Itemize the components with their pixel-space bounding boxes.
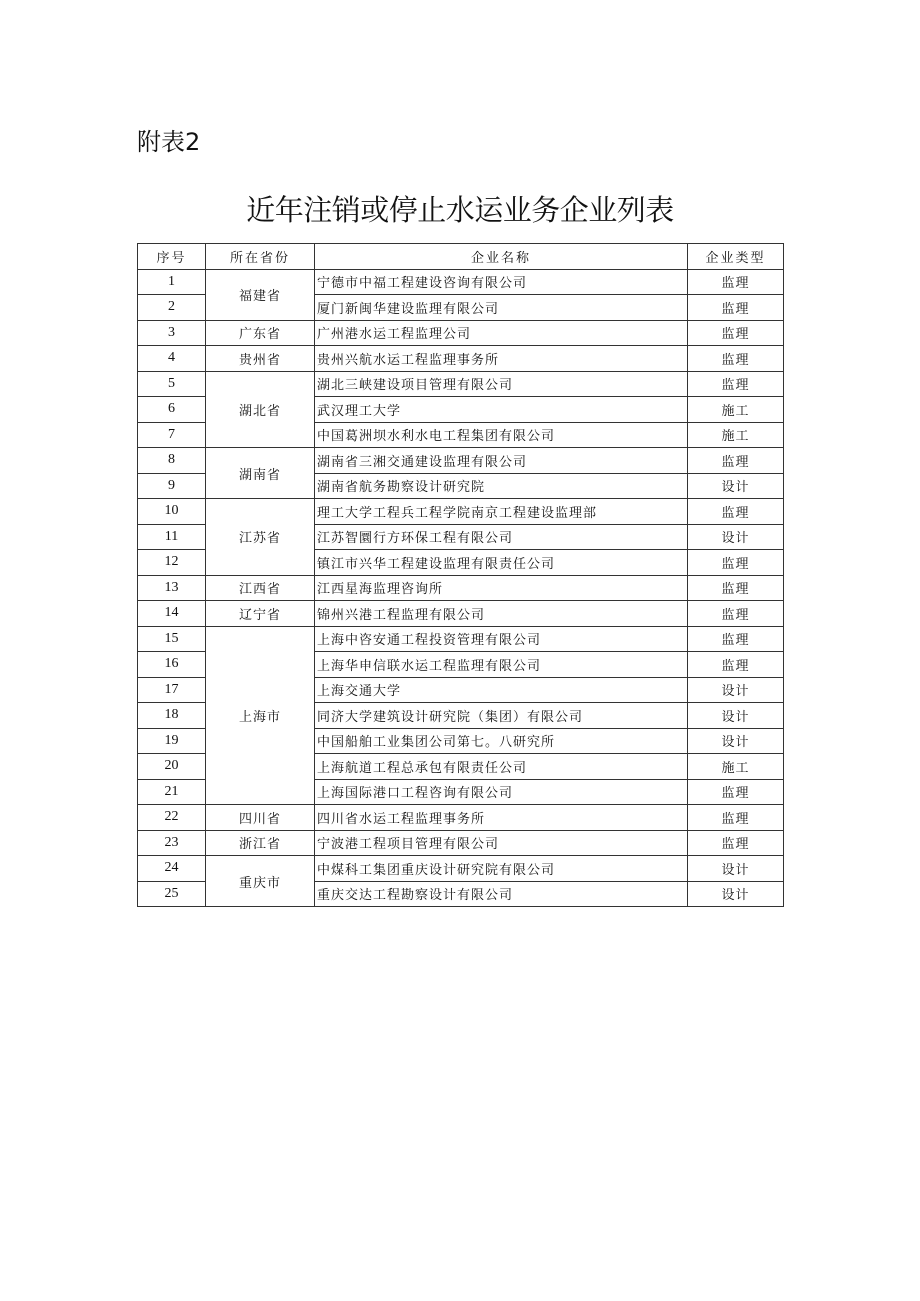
seq-cell: 5 bbox=[138, 371, 206, 397]
seq-cell: 20 bbox=[138, 754, 206, 780]
seq-cell: 2 bbox=[138, 295, 206, 321]
province-cell: 四川省 bbox=[206, 805, 315, 831]
table-row bbox=[138, 320, 784, 346]
enterprise-name-cell: 贵州兴航水运工程监理事务所 bbox=[315, 346, 688, 372]
enterprise-name-cell: 重庆交达工程勘察设计有限公司 bbox=[315, 881, 688, 907]
enterprise-name-cell: 镇江市兴华工程建设监理有限责任公司 bbox=[315, 550, 688, 576]
province-cell: 广东省 bbox=[206, 320, 315, 346]
province-cell: 湖北省 bbox=[206, 371, 315, 448]
enterprise-type-cell: 监理 bbox=[688, 346, 784, 372]
enterprise-type-cell: 施工 bbox=[688, 754, 784, 780]
appendix-label: 附表2 bbox=[137, 128, 201, 156]
table-row bbox=[138, 499, 784, 525]
province-cell: 辽宁省 bbox=[206, 601, 315, 627]
table-row bbox=[138, 269, 784, 295]
seq-cell: 8 bbox=[138, 448, 206, 474]
enterprise-type-cell: 设计 bbox=[688, 856, 784, 882]
enterprise-name-cell: 同济大学建筑设计研究院（集团）有限公司 bbox=[315, 703, 688, 729]
header-enterprise-name: 企业名称 bbox=[315, 244, 688, 270]
enterprise-name-cell: 上海中咨安通工程投资管理有限公司 bbox=[315, 626, 688, 652]
enterprise-type-cell: 监理 bbox=[688, 652, 784, 678]
enterprise-type-cell: 设计 bbox=[688, 524, 784, 550]
enterprise-name-cell: 上海交通大学 bbox=[315, 677, 688, 703]
seq-cell: 3 bbox=[138, 320, 206, 346]
document-title: 近年注销或停止水运业务企业列表 bbox=[246, 193, 674, 227]
header-seq: 序号 bbox=[138, 244, 206, 270]
enterprise-name-cell: 中国船舶工业集团公司第七。八研究所 bbox=[315, 728, 688, 754]
enterprise-type-cell: 设计 bbox=[688, 473, 784, 499]
enterprise-name-cell: 武汉理工大学 bbox=[315, 397, 688, 423]
seq-cell: 16 bbox=[138, 652, 206, 678]
table-row bbox=[138, 346, 784, 372]
seq-cell: 23 bbox=[138, 830, 206, 856]
table-row bbox=[138, 601, 784, 627]
enterprise-name-cell: 湖北三峡建设项目管理有限公司 bbox=[315, 371, 688, 397]
province-cell: 福建省 bbox=[206, 269, 315, 320]
enterprise-type-cell: 监理 bbox=[688, 779, 784, 805]
enterprise-name-cell: 湖南省三湘交通建设监理有限公司 bbox=[315, 448, 688, 474]
seq-cell: 17 bbox=[138, 677, 206, 703]
table-row bbox=[138, 575, 784, 601]
province-cell: 上海市 bbox=[206, 626, 315, 805]
seq-cell: 12 bbox=[138, 550, 206, 576]
province-cell: 湖南省 bbox=[206, 448, 315, 499]
table-row bbox=[138, 830, 784, 856]
seq-cell: 4 bbox=[138, 346, 206, 372]
header-enterprise-type: 企业类型 bbox=[688, 244, 784, 270]
enterprise-type-cell: 监理 bbox=[688, 448, 784, 474]
enterprise-name-cell: 江苏智圜行方环保工程有限公司 bbox=[315, 524, 688, 550]
enterprise-name-cell: 湖南省航务勘察设计研究院 bbox=[315, 473, 688, 499]
enterprise-name-cell: 厦门新闽华建设监理有限公司 bbox=[315, 295, 688, 321]
enterprise-name-cell: 广州港水运工程监理公司 bbox=[315, 320, 688, 346]
seq-cell: 6 bbox=[138, 397, 206, 423]
enterprise-type-cell: 监理 bbox=[688, 499, 784, 525]
province-cell: 江西省 bbox=[206, 575, 315, 601]
enterprise-type-cell: 监理 bbox=[688, 550, 784, 576]
seq-cell: 13 bbox=[138, 575, 206, 601]
enterprise-type-cell: 监理 bbox=[688, 269, 784, 295]
enterprise-name-cell: 锦州兴港工程监理有限公司 bbox=[315, 601, 688, 627]
enterprise-type-cell: 施工 bbox=[688, 397, 784, 423]
seq-cell: 10 bbox=[138, 499, 206, 525]
enterprise-type-cell: 监理 bbox=[688, 626, 784, 652]
enterprise-type-cell: 监理 bbox=[688, 320, 784, 346]
enterprise-name-cell: 上海国际港口工程咨询有限公司 bbox=[315, 779, 688, 805]
province-cell: 贵州省 bbox=[206, 346, 315, 372]
enterprise-name-cell: 江西星海监理咨询所 bbox=[315, 575, 688, 601]
enterprise-table bbox=[137, 243, 784, 907]
table-header-row bbox=[138, 244, 784, 270]
enterprise-name-cell: 宁波港工程项目管理有限公司 bbox=[315, 830, 688, 856]
enterprise-type-cell: 设计 bbox=[688, 677, 784, 703]
seq-cell: 7 bbox=[138, 422, 206, 448]
enterprise-type-cell: 施工 bbox=[688, 422, 784, 448]
enterprise-name-cell: 四川省水运工程监理事务所 bbox=[315, 805, 688, 831]
enterprise-type-cell: 设计 bbox=[688, 703, 784, 729]
seq-cell: 15 bbox=[138, 626, 206, 652]
table-row bbox=[138, 626, 784, 652]
seq-cell: 19 bbox=[138, 728, 206, 754]
province-cell: 浙江省 bbox=[206, 830, 315, 856]
enterprise-type-cell: 设计 bbox=[688, 881, 784, 907]
table-row bbox=[138, 805, 784, 831]
enterprise-name-cell: 中煤科工集团重庆设计研究院有限公司 bbox=[315, 856, 688, 882]
seq-cell: 24 bbox=[138, 856, 206, 882]
seq-cell: 1 bbox=[138, 269, 206, 295]
seq-cell: 21 bbox=[138, 779, 206, 805]
table-row bbox=[138, 371, 784, 397]
seq-cell: 14 bbox=[138, 601, 206, 627]
enterprise-type-cell: 监理 bbox=[688, 371, 784, 397]
seq-cell: 18 bbox=[138, 703, 206, 729]
enterprise-type-cell: 监理 bbox=[688, 575, 784, 601]
enterprise-type-cell: 监理 bbox=[688, 805, 784, 831]
enterprise-type-cell: 监理 bbox=[688, 830, 784, 856]
seq-cell: 11 bbox=[138, 524, 206, 550]
header-province: 所在省份 bbox=[206, 244, 315, 270]
enterprise-name-cell: 宁德市中福工程建设咨询有限公司 bbox=[315, 269, 688, 295]
province-cell: 重庆市 bbox=[206, 856, 315, 907]
province-cell: 江苏省 bbox=[206, 499, 315, 576]
seq-cell: 9 bbox=[138, 473, 206, 499]
enterprise-type-cell: 设计 bbox=[688, 728, 784, 754]
enterprise-type-cell: 监理 bbox=[688, 295, 784, 321]
seq-cell: 22 bbox=[138, 805, 206, 831]
enterprise-type-cell: 监理 bbox=[688, 601, 784, 627]
enterprise-name-cell: 理工大学工程兵工程学院南京工程建设监理部 bbox=[315, 499, 688, 525]
enterprise-name-cell: 上海航道工程总承包有限责任公司 bbox=[315, 754, 688, 780]
enterprise-name-cell: 中国葛洲坝水利水电工程集团有限公司 bbox=[315, 422, 688, 448]
enterprise-name-cell: 上海华申信联水运工程监理有限公司 bbox=[315, 652, 688, 678]
table-row bbox=[138, 856, 784, 882]
seq-cell: 25 bbox=[138, 881, 206, 907]
table-row bbox=[138, 448, 784, 474]
